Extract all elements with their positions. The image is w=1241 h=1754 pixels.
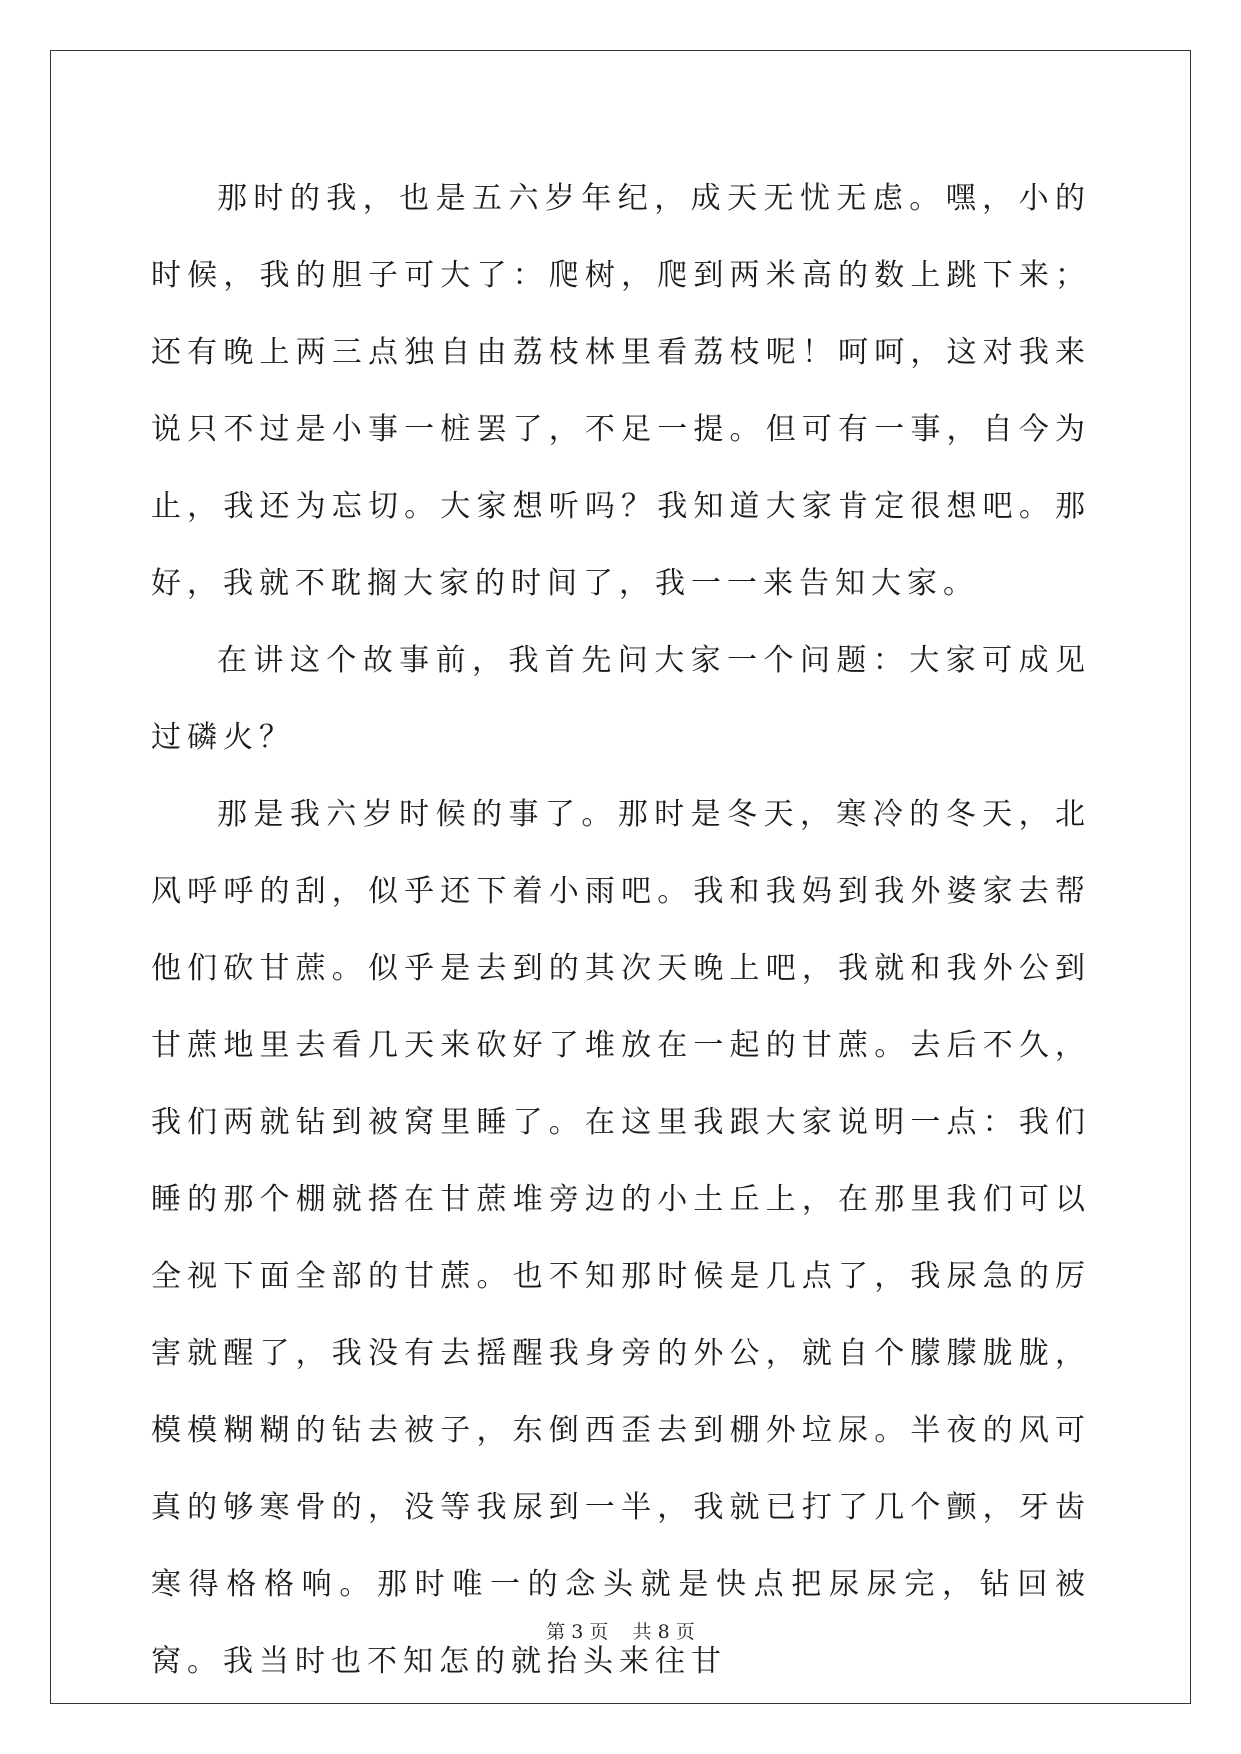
paragraph-1: 那时的我，也是五六岁年纪，成天无忧无虑。嘿，小的时候，我的胆子可大了：爬树，爬到两米高的数上跳下来；还有晚上两三点独自由荔枝林里看荔枝呢！呵呵，这对我来说只不过是小事一桩罢了，不足一提。但可有一事，自今为止，我还为忘切。大家想听吗？我知道大家肯定很想吧。那好，我就不耽搁大家的时间了，我一一来告知大家。 [151,181,1091,601]
page-number: 第 3 页 [546,1621,609,1643]
paragraph-3: 那是我六岁时候的事了。那时是冬天，寒冷的冬天，北风呼呼的刮，似乎还下着小雨吧。我和我妈到我外婆家去帮他们砍甘蔗。似乎是去到的其次天晚上吧，我就和我外公到甘蔗地里去看几天来砍好了堆放在一起的甘蔗。去后不久，我们两就钻到被窝里睡了。在这里我跟大家说明一点：我们睡的那个棚就搭在甘蔗堆旁边的小土丘上，在那里我们可以全视下面全部的甘蔗。也不知那时候是几点了，我尿急的厉害就醒了，我没有去摇醒我身旁的外公，就自个朦朦胧胧，模模糊糊的钻去被子，东倒西歪去到棚外垃尿。半夜的风可真的够寒骨的，没等我尿到一半，我就已打了几个颤，牙齿寒得格格响。那时唯一的念头就是快点把尿尿完，钻回被窝。我当时也不知怎的就抬头来往甘 [151,797,1091,1679]
page-footer [0,1617,1241,1644]
document-body [151,160,1091,1700]
paragraph-2: 在讲这个故事前，我首先问大家一个问题：大家可成见过磷火？ [151,643,1091,755]
page-total: 共 8 页 [632,1621,695,1643]
